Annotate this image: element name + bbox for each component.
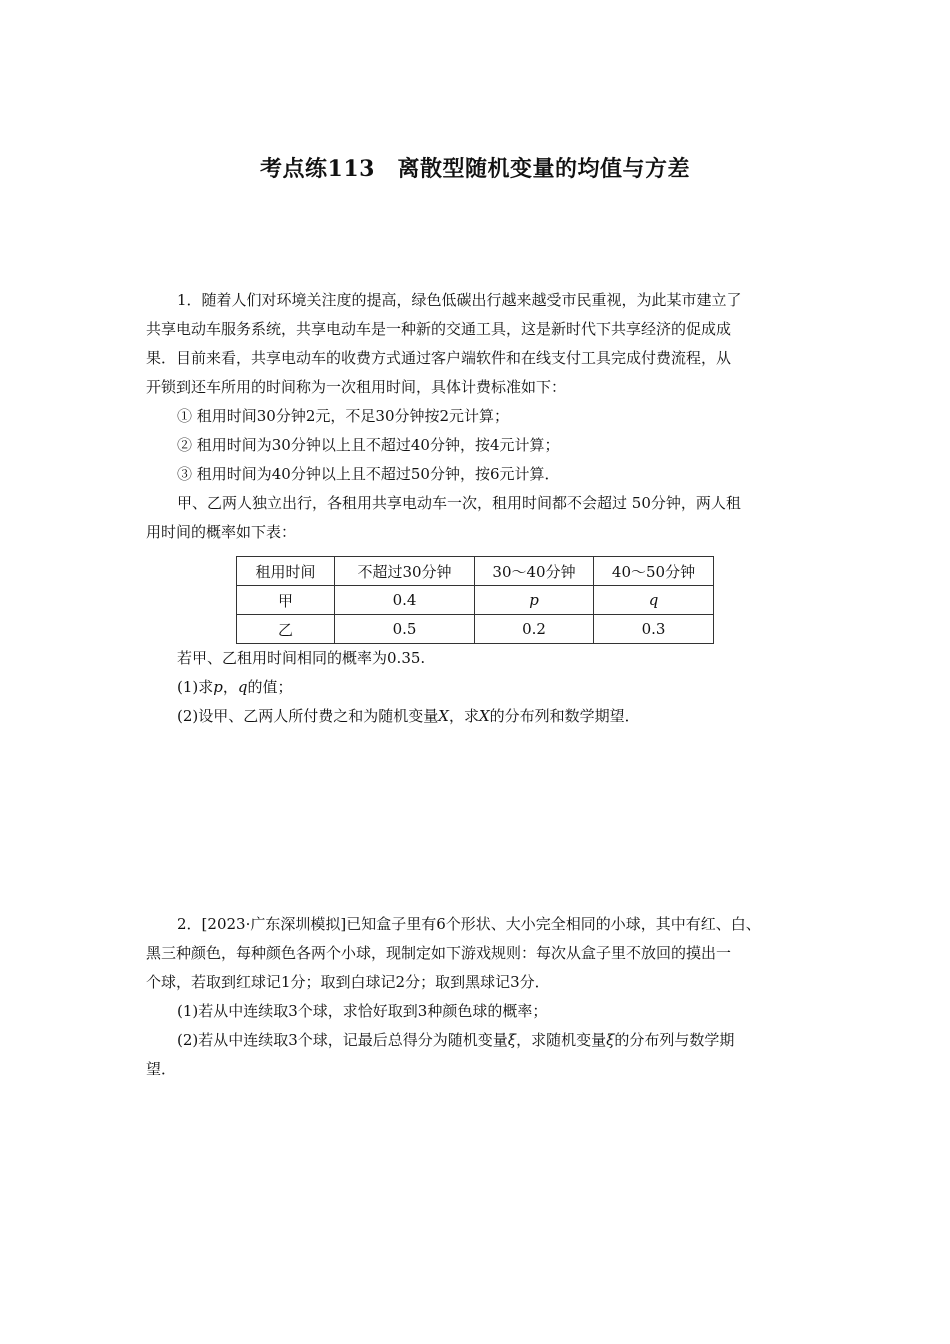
table-header-cell: 40～50分钟: [594, 557, 714, 586]
table-cell: 0.5: [335, 615, 475, 644]
q1-intro-line: 果．目前来看，共享电动车的收费方式通过客户端软件和在线支付工具完成付费流程，从: [146, 349, 732, 367]
q2: [146, 910, 810, 1084]
q1-sub2: [146, 702, 810, 731]
q1-intro-line: 共享电动车服务系统，共享电动车是一种新的交通工具，这是新时代下共享经济的促成成: [146, 320, 732, 338]
variable-p: p: [529, 591, 539, 609]
q2-sub2: [146, 1026, 810, 1055]
text: ，求: [448, 707, 479, 725]
table-cell: 0.4: [335, 586, 475, 615]
table-cell: 0.2: [475, 615, 594, 644]
table-header-row: [237, 557, 714, 586]
table-header-cell: 30～40分钟: [475, 557, 594, 586]
text: (2)设甲、乙两人所付费之和为随机变量: [177, 707, 439, 725]
q2-intro-line: 2．[2023·广东深圳模拟]已知盒子里有6个形状、大小完全相同的小球，其中有红、白、: [177, 915, 761, 933]
variable-q: q: [237, 678, 248, 696]
table-row: [237, 586, 714, 615]
variable-x: X: [438, 707, 449, 725]
q1-subquestions: [146, 644, 810, 731]
q1-rule: ① 租用时间30分钟2元，不足30分钟按2元计算；: [177, 407, 510, 425]
table-cell: 甲: [237, 586, 335, 615]
variable-xi: ξ: [606, 1031, 615, 1049]
table-header-cell: 租用时间: [237, 557, 335, 586]
table-row: [237, 615, 714, 644]
text: 的分布列与数学期: [614, 1031, 735, 1049]
text: ，求随机变量: [516, 1031, 607, 1049]
text: (1)求: [177, 678, 214, 696]
table-cell: 0.3: [594, 615, 714, 644]
q1-sub1: [146, 673, 810, 702]
q1-intro-line: 1．随着人们对环境关注度的提高，绿色低碳出行越来越受市民重视，为此某市建立了: [177, 291, 742, 309]
probability-table: [236, 556, 714, 644]
variable-p: p: [213, 678, 223, 696]
table-cell: [594, 586, 714, 615]
text: (2)若从中连续取3个球，记最后总得分为随机变量: [177, 1031, 508, 1049]
q1-rule: ③ 租用时间为40分钟以上且不超过50分钟，按6元计算．: [177, 465, 560, 483]
table-header-cell: 不超过30分钟: [335, 557, 475, 586]
text: 的值；: [247, 678, 293, 696]
q1-rule: ② 租用时间为30分钟以上且不超过40分钟，按4元计算；: [177, 436, 560, 454]
q1-after-table: 若甲、乙租用时间相同的概率为0.35.: [177, 649, 426, 667]
table-cell: [475, 586, 594, 615]
q1-intro-line: 开锁到还车所用的时间称为一次租用时间，具体计费标准如下：: [146, 378, 567, 396]
q2-intro-line: 个球，若取到红球记1分；取到白球记2分；取到黑球记3分．: [146, 973, 550, 991]
q2-sub1: (1)若从中连续取3个球，求恰好取到3种颜色球的概率；: [177, 1002, 548, 1020]
q1-intro: [146, 286, 810, 547]
variable-q: q: [648, 591, 659, 609]
page-title: 考点练113 离散型随机变量的均值与方差: [260, 156, 690, 182]
q2-intro-line: 黑三种颜色，每种颜色各两个小球，现制定如下游戏规则：每次从盒子里不放回的摸出一: [146, 944, 732, 962]
variable-x: X: [478, 707, 490, 725]
table-cell: 乙: [237, 615, 335, 644]
variable-xi: ξ: [507, 1031, 517, 1049]
text: 的分布列和数学期望．: [489, 707, 640, 725]
q1-context-line: 甲、乙两人独立出行，各租用共享电动车一次，租用时间都不会超过 50分钟，两人租: [177, 494, 741, 512]
q1-context-line: 用时间的概率如下表：: [146, 523, 297, 541]
text: ，: [222, 678, 238, 696]
q2-sub2-cont: 望．: [146, 1060, 177, 1078]
